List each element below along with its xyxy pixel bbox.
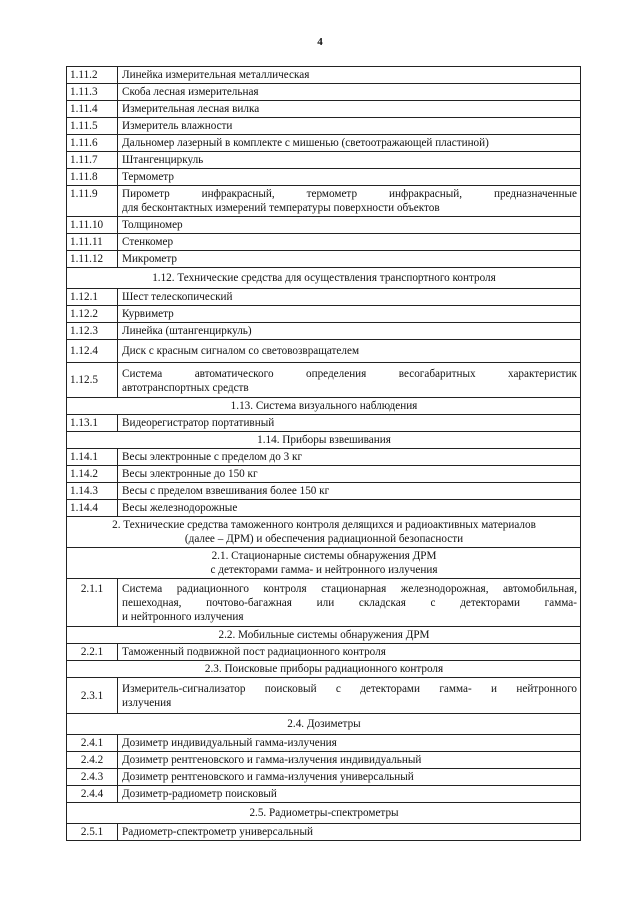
row-number: 1.13.1 xyxy=(67,415,118,432)
table-row xyxy=(67,289,581,306)
section-heading: 2.4. Дозиметры xyxy=(67,714,581,735)
page-number: 4 xyxy=(317,36,323,48)
row-number: 2.4.2 xyxy=(67,752,118,769)
row-text: Весы электронные до 150 кг xyxy=(118,466,581,483)
row-number: 1.12.2 xyxy=(67,306,118,323)
section-heading xyxy=(67,517,581,548)
row-text: Дозиметр рентгеновского и гамма-излучения универсальный xyxy=(118,769,581,786)
section-heading xyxy=(67,548,581,579)
row-number: 1.11.11 xyxy=(67,234,118,251)
row-number: 1.11.3 xyxy=(67,84,118,101)
table-row xyxy=(67,101,581,118)
table-row xyxy=(67,169,581,186)
row-number: 2.4.1 xyxy=(67,735,118,752)
row-text: Дозиметр индивидуальный гамма-излучения xyxy=(118,735,581,752)
row-text-line: излучения xyxy=(122,697,172,709)
section-heading-row xyxy=(67,268,581,289)
row-text: Линейка измерительная металлическая xyxy=(118,67,581,84)
section-heading-row xyxy=(67,714,581,735)
table-row xyxy=(67,217,581,234)
row-text-line: Пирометр инфракрасный, термометр инфракрасный, предназначенные xyxy=(122,188,577,200)
row-text-line: Система автоматического определения весогабаритных характеристик xyxy=(122,368,577,380)
section-heading-row xyxy=(67,548,581,579)
row-text: Измеритель влажности xyxy=(118,118,581,135)
table-row xyxy=(67,152,581,169)
row-text xyxy=(118,579,581,627)
row-number: 1.14.2 xyxy=(67,466,118,483)
table-row xyxy=(67,644,581,661)
table-row xyxy=(67,786,581,803)
section-heading-line: 2. Технические средства таможенного контроля делящихся и радиоактивных материалов xyxy=(112,519,536,531)
row-text-line: пешеходная, почтово-багажная или складская с детекторами гамма- xyxy=(122,597,577,609)
table-row xyxy=(67,678,581,714)
row-number: 2.5.1 xyxy=(67,824,118,841)
table-row xyxy=(67,769,581,786)
row-text-line: для бесконтактных измерений температуры поверхности объектов xyxy=(122,202,440,214)
row-text-line: и нейтронного излучения xyxy=(122,611,244,623)
table-row xyxy=(67,306,581,323)
table-row xyxy=(67,483,581,500)
table-row xyxy=(67,415,581,432)
section-heading-row xyxy=(67,803,581,824)
table-row xyxy=(67,824,581,841)
row-number: 2.1.1 xyxy=(67,579,118,627)
row-number: 1.14.3 xyxy=(67,483,118,500)
section-heading: 1.13. Система визуального наблюдения xyxy=(67,398,581,415)
row-text: Дозиметр рентгеновского и гамма-излучения индивидуальный xyxy=(118,752,581,769)
row-number: 2.4.3 xyxy=(67,769,118,786)
table-row xyxy=(67,118,581,135)
section-heading-row xyxy=(67,627,581,644)
table-row xyxy=(67,323,581,340)
section-heading-row xyxy=(67,517,581,548)
row-text: Измерительная лесная вилка xyxy=(118,101,581,118)
row-number: 1.14.4 xyxy=(67,500,118,517)
row-text: Дальномер лазерный в комплекте с мишенью (светоотражающей пластиной) xyxy=(118,135,581,152)
row-number: 2.4.4 xyxy=(67,786,118,803)
table-row xyxy=(67,449,581,466)
row-text xyxy=(118,186,581,217)
table-row xyxy=(67,84,581,101)
section-heading: 1.14. Приборы взвешивания xyxy=(67,432,581,449)
row-text: Диск с красным сигналом со световозвращателем xyxy=(118,340,581,363)
row-text: Стенкомер xyxy=(118,234,581,251)
table-row xyxy=(67,234,581,251)
section-heading-line: (далее – ДРМ) и обеспечения радиационной безопасности xyxy=(184,533,464,545)
row-number: 1.11.4 xyxy=(67,101,118,118)
row-number: 1.12.1 xyxy=(67,289,118,306)
row-text: Весы электронные с пределом до 3 кг xyxy=(118,449,581,466)
row-number: 1.12.3 xyxy=(67,323,118,340)
section-heading: 2.3. Поисковые приборы радиационного контроля xyxy=(67,661,581,678)
section-heading-line: 2.1. Стационарные системы обнаружения ДРМ xyxy=(211,550,437,562)
row-number: 1.11.12 xyxy=(67,251,118,268)
section-heading: 2.5. Радиометры-спектрометры xyxy=(67,803,581,824)
row-text: Шест телескопический xyxy=(118,289,581,306)
row-text-line: Система радиационного контроля стационарная железнодорожная, автомобильная, xyxy=(122,583,577,595)
row-text: Линейка (штангенциркуль) xyxy=(118,323,581,340)
row-text: Весы с пределом взвешивания более 150 кг xyxy=(118,483,581,500)
row-number: 1.11.10 xyxy=(67,217,118,234)
table-row xyxy=(67,363,581,398)
row-number: 1.11.5 xyxy=(67,118,118,135)
row-text: Радиометр-спектрометр универсальный xyxy=(118,824,581,841)
row-text: Штангенциркуль xyxy=(118,152,581,169)
section-heading: 1.12. Технические средства для осуществления транспортного контроля xyxy=(67,268,581,289)
section-heading-row xyxy=(67,661,581,678)
row-number: 1.11.2 xyxy=(67,67,118,84)
row-text: Весы железнодорожные xyxy=(118,500,581,517)
row-text: Скоба лесная измерительная xyxy=(118,84,581,101)
row-number: 1.12.4 xyxy=(67,340,118,363)
table-row xyxy=(67,500,581,517)
table-row xyxy=(67,752,581,769)
section-heading-row xyxy=(67,432,581,449)
equipment-table xyxy=(66,66,581,841)
table-row xyxy=(67,67,581,84)
row-number: 1.11.9 xyxy=(67,186,118,217)
row-text: Дозиметр-радиометр поисковый xyxy=(118,786,581,803)
table-row xyxy=(67,579,581,627)
row-text xyxy=(118,678,581,714)
section-heading-line: с детекторами гамма- и нейтронного излучения xyxy=(210,564,438,576)
table-row xyxy=(67,251,581,268)
row-text: Видеорегистратор портативный xyxy=(118,415,581,432)
table-row xyxy=(67,466,581,483)
row-text-line: Измеритель-сигнализатор поисковый с детекторами гамма- и нейтронного xyxy=(122,683,577,695)
row-text: Термометр xyxy=(118,169,581,186)
row-text: Курвиметр xyxy=(118,306,581,323)
row-text: Толщиномер xyxy=(118,217,581,234)
row-number: 1.14.1 xyxy=(67,449,118,466)
section-heading: 2.2. Мобильные системы обнаружения ДРМ xyxy=(67,627,581,644)
table-row xyxy=(67,340,581,363)
row-text-line: автотранспортных средств xyxy=(122,382,249,394)
table-row xyxy=(67,186,581,217)
row-number: 1.11.6 xyxy=(67,135,118,152)
row-number: 1.12.5 xyxy=(67,363,118,398)
table-row xyxy=(67,135,581,152)
row-number: 1.11.7 xyxy=(67,152,118,169)
row-number: 1.11.8 xyxy=(67,169,118,186)
table-row xyxy=(67,735,581,752)
row-text: Микрометр xyxy=(118,251,581,268)
row-number: 2.2.1 xyxy=(67,644,118,661)
section-heading-row xyxy=(67,398,581,415)
row-text xyxy=(118,363,581,398)
row-text: Таможенный подвижной пост радиационного контроля xyxy=(118,644,581,661)
row-number: 2.3.1 xyxy=(67,678,118,714)
